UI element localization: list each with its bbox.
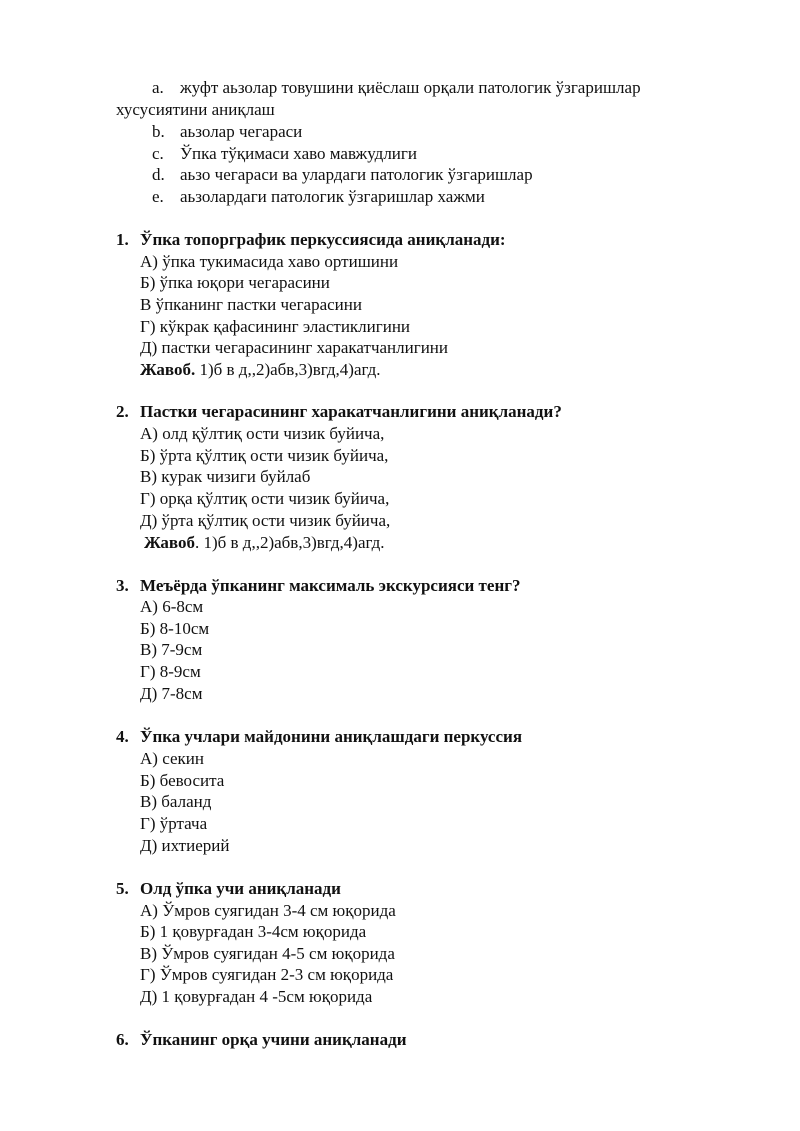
list-item-text: аьзолар чегараси (180, 122, 303, 141)
question-2-option-v: В) курак чизиги буйлаб (140, 467, 311, 486)
question-5-option-a: А) Ўмров суягидан 3-4 см юқорида (140, 901, 396, 920)
question-5-title (116, 879, 341, 899)
question-2-option-d: Д) ўрта қўлтиқ ости чизик буйича, (140, 511, 391, 530)
question-text: Меъёрда ўпканинг максималь экскурсияси тенг? (140, 576, 521, 595)
intro-item-b (152, 122, 302, 142)
list-marker: b. (152, 122, 165, 141)
question-4-option-g: Г) ўртача (140, 814, 208, 833)
question-4-option-d: Д) ихтиерий (140, 836, 230, 855)
question-number: 6. (116, 1030, 129, 1049)
question-5-option-d: Д) 1 қовурғадан 4 -5см юқорида (140, 987, 373, 1006)
list-marker: c. (152, 144, 164, 163)
question-2-option-a: А) олд қўлтиқ ости чизик буйича, (140, 424, 385, 443)
question-4-option-b: Б) бевосита (140, 771, 225, 790)
question-4-title (116, 727, 522, 747)
question-1-title (116, 230, 506, 250)
question-number: 5. (116, 879, 129, 898)
question-3-option-a: А) 6-8см (140, 597, 204, 616)
question-2-option-g: Г) орқа қўлтиқ ости чизик буйича, (140, 489, 390, 508)
question-number: 4. (116, 727, 129, 746)
answer-label: Жавоб (144, 533, 195, 552)
question-1-option-g: Г) кўкрак қафасининг эластиклигини (140, 317, 411, 336)
answer-label: Жавоб. (140, 360, 196, 379)
question-3-option-b: Б) 8-10см (140, 619, 210, 638)
question-5-option-g: Г) Ўмров суягидан 2-3 см юқорида (140, 965, 394, 984)
list-item-text: жуфт аьзолар товушини қиёслаш орқали патологик ўзгаришлар (180, 78, 641, 97)
question-5-option-b: Б) 1 қовурғадан 3-4см юқорида (140, 922, 367, 941)
question-5-option-v: В) Ўмров суягидан 4-5 см юқорида (140, 944, 395, 963)
question-1-option-b: Б) ўпка юқори чегарасини (140, 273, 330, 292)
intro-item-d (152, 165, 533, 185)
intro-item-e (152, 187, 485, 207)
question-text: Пастки чегарасининг харакатчанлигини аниқланади? (140, 402, 562, 421)
question-2-title (116, 402, 562, 422)
question-3-option-v: В) 7-9см (140, 640, 203, 659)
list-marker: a. (152, 78, 164, 97)
intro-item-a (152, 78, 641, 98)
question-number: 3. (116, 576, 129, 595)
list-item-text: аьзо чегараси ва улардаги патологик ўзгаришлар (180, 165, 533, 184)
intro-item-a-continuation: хусусиятини аниқлаш (116, 100, 275, 119)
list-item-text: аьзолардаги патологик ўзгаришлар хажми (180, 187, 485, 206)
list-marker: e. (152, 187, 164, 206)
question-text: Ўпка топорграфик перкуссиясида аниқланади: (140, 230, 506, 249)
question-6-title (116, 1030, 407, 1050)
question-2-answer (144, 533, 385, 553)
answer-text: 1)б в д,,2)абв,3)вгд,4)агд. (195, 360, 381, 379)
question-3-option-g: Г) 8-9см (140, 662, 201, 681)
question-number: 2. (116, 402, 129, 421)
question-1-option-d: Д) пастки чегарасининг харакатчанлигини (140, 338, 448, 357)
question-number: 1. (116, 230, 129, 249)
question-text: Ўпка учлари майдонини аниқлашдаги перкуссия (140, 727, 523, 746)
intro-item-c (152, 144, 417, 164)
question-1-option-a: А) ўпка тукимасида хаво ортишини (140, 252, 399, 271)
question-4-option-v: В) баланд (140, 792, 212, 811)
question-3-option-d: Д) 7-8см (140, 684, 203, 703)
question-1-option-v: В ўпканинг пастки чегарасини (140, 295, 362, 314)
answer-text: . 1)б в д,,2)абв,3)вгд,4)агд. (194, 533, 385, 552)
question-2-option-b: Б) ўрта қўлтиқ ости чизик буйича, (140, 446, 389, 465)
list-marker: d. (152, 165, 165, 184)
question-text: Олд ўпка учи аниқланади (140, 879, 341, 898)
question-text: Ўпканинг орқа учини аниқланади (140, 1030, 407, 1049)
question-1-answer (140, 360, 381, 380)
question-3-title (116, 576, 520, 596)
question-4-option-a: А) секин (140, 749, 204, 768)
list-item-text: Ўпка тўқимаси хаво мавжудлиги (180, 144, 417, 163)
